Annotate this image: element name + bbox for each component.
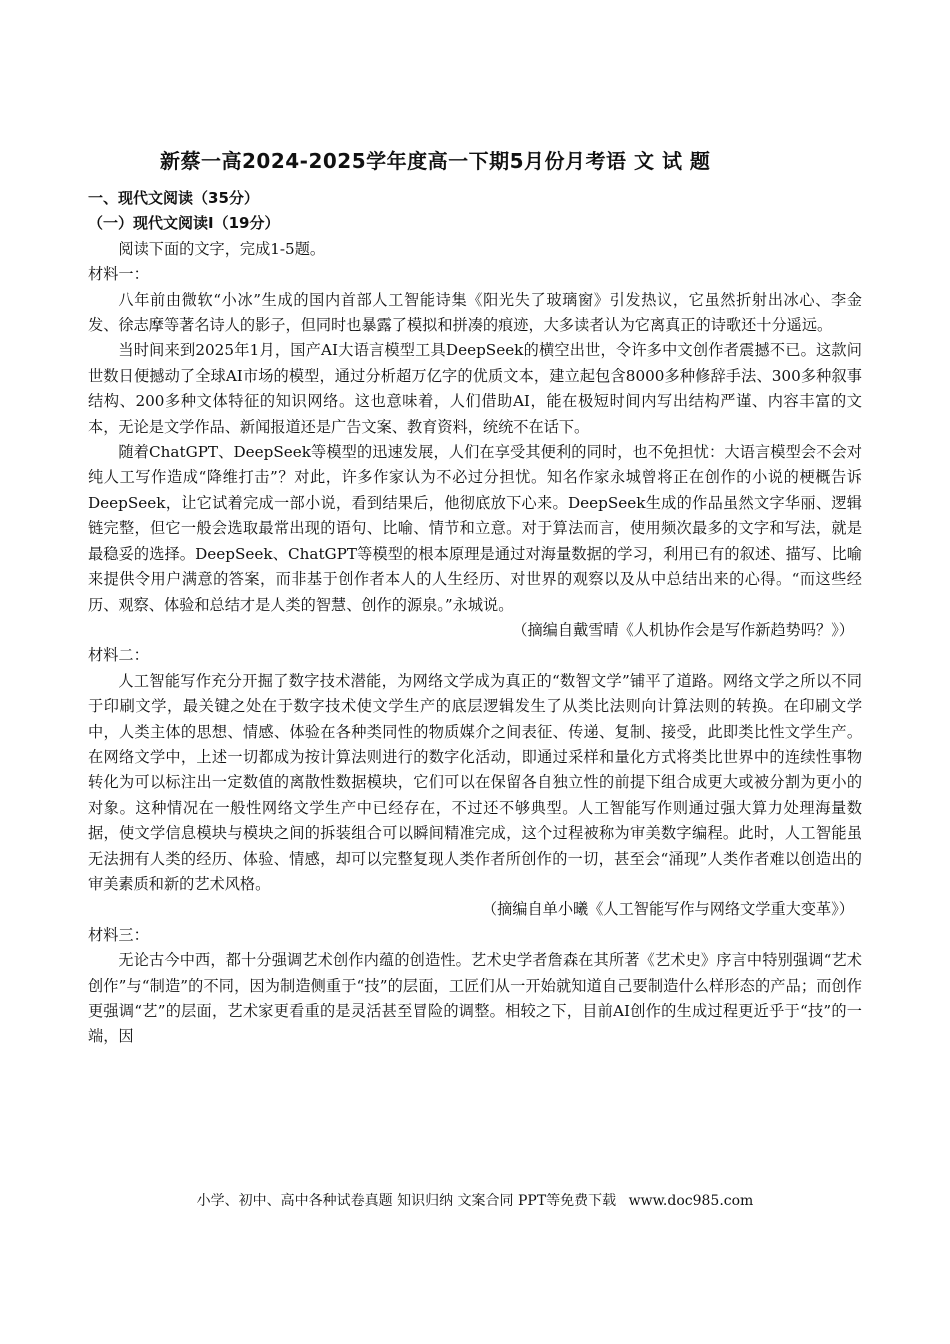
material1-paragraph: 随着ChatGPT、DeepSeek等模型的迅速发展，人们在享受其便利的同时，也不免担忧：大语言模型会不会对纯人工写作造成“降维打击”？对此，许多作家认为不必过分担忧。知名作家永城曾将正在创作的小说的梗概告诉DeepSeek，让它试着完成一部小说，看到结果后，他彻底放下心来。DeepSeek生成的作品虽然文字华丽、逻辑链完整，但它一般会选取最常出现的语句、比喻、情节和立意。对于算法而言，使用频次最多的文字和写法，就是最稳妥的选择。DeepSeek、ChatGPT等模型的根本原理是通过对海量数据的学习，利用已有的叙述、描写、比喻来提供令用户满意的答案，而非基于创作者本人的人生经历、对世界的观察以及从中总结出来的心得。“而这些经历、观察、体验和总结才是人类的智慧、创作的源泉。”永城说。 bbox=[88, 443, 862, 614]
footer-site[interactable]: www.doc985.com bbox=[628, 1193, 754, 1209]
footer-text: 小学、初中、高中各种试卷真题 知识归纳 文案合同 PPT等免费下载 bbox=[196, 1193, 617, 1209]
material1-paragraph: 当时间来到2025年1月，国产AI大语言模型工具DeepSeek的横空出世，令许多中文创作者震撼不已。这款问世数日便撼动了全球AI市场的模型，通过分析超万亿字的优质文本，建立起包含8000多种修辞手法、300多种叙事结构、200多种文体特征的知识网络。这也意味着，人们借助AI，能在极短时间内写出结构严谨、内容丰富的文本，无论是文学作品、新闻报道还是广告文案、教育资料，统统不在话下。 bbox=[88, 341, 862, 436]
material-label: 材料二： bbox=[88, 646, 149, 665]
instruction-text: 阅读下面的文字，完成1-5题。 bbox=[118, 239, 326, 258]
document-title: 新蔡一高2024-2025学年度高一下期5月份月考语 文 试 题 bbox=[160, 149, 711, 173]
material-label: 材料三： bbox=[88, 925, 149, 944]
material1-source: （摘编自戴雪晴《人机协作会是写作新趋势吗？》） bbox=[512, 620, 854, 639]
document-body bbox=[88, 186, 862, 1050]
material3-paragraph: 无论古今中西，都十分强调艺术创作内蕴的创造性。艺术史学者詹森在其所著《艺术史》序言中特别强调“艺术创作”与“制造”的不同，因为制造侧重于“技”的层面，工匠们从一开始就知道自己要制造什么样形态的产品；而创作更强调“艺”的层面，艺术家更看重的是灵活甚至冒险的调整。相较之下，目前AI创作的生成过程更近乎于“技”的一端，因 bbox=[88, 951, 862, 1046]
material-label: 材料一： bbox=[88, 265, 149, 284]
material1-paragraph: 八年前由微软“小冰”生成的国内首部人工智能诗集《阳光失了玻璃窗》引发热议，它虽然折射出冰心、李金发、徐志摩等著名诗人的影子，但同时也暴露了模拟和拼凑的痕迹，大多读者认为它离真正的诗歌还十分遥远。 bbox=[88, 290, 862, 335]
section-heading: 一、现代文阅读（35分） bbox=[88, 189, 259, 207]
material2-source: （摘编自单小曦《人工智能写作与网络文学重大变革》） bbox=[481, 900, 854, 919]
material2-paragraph: 人工智能写作充分开掘了数字技术潜能，为网络文学成为真正的“数智文学”铺平了道路。网络文学之所以不同于印刷文学，最关键之处在于数字技术使文学生产的底层逻辑发生了从类比法则向计算法则的转换。在印刷文学中，人类主体的思想、情感、体验在各种类同性的物质媒介之间表征、传递、复制、接受，此即类比性文学生产。在网络文学中，上述一切都成为按计算法则进行的数字化活动，即通过采样和量化方式将类比世界中的连续性事物转化为可以标注出一定数值的离散性数据模块，它们可以在保留各自独立性的前提下组合成更大或被分割为更小的对象。这种情况在一般性网络文学生产中已经存在，不过还不够典型。人工智能写作则通过强大算力处理海量数据，使文学信息模块与模块之间的拆装组合可以瞬间精准完成，这个过程被称为审美数字编程。此时，人工智能虽无法拥有人类的经历、体验、情感，却可以完整复现人类作者所创作的一切，甚至会“涌现”人类作者难以创造出的审美素质和新的艺术风格。 bbox=[88, 671, 862, 893]
subsection-heading: （一）现代文阅读Ⅰ（19分） bbox=[88, 214, 280, 233]
page-footer bbox=[0, 1190, 950, 1210]
